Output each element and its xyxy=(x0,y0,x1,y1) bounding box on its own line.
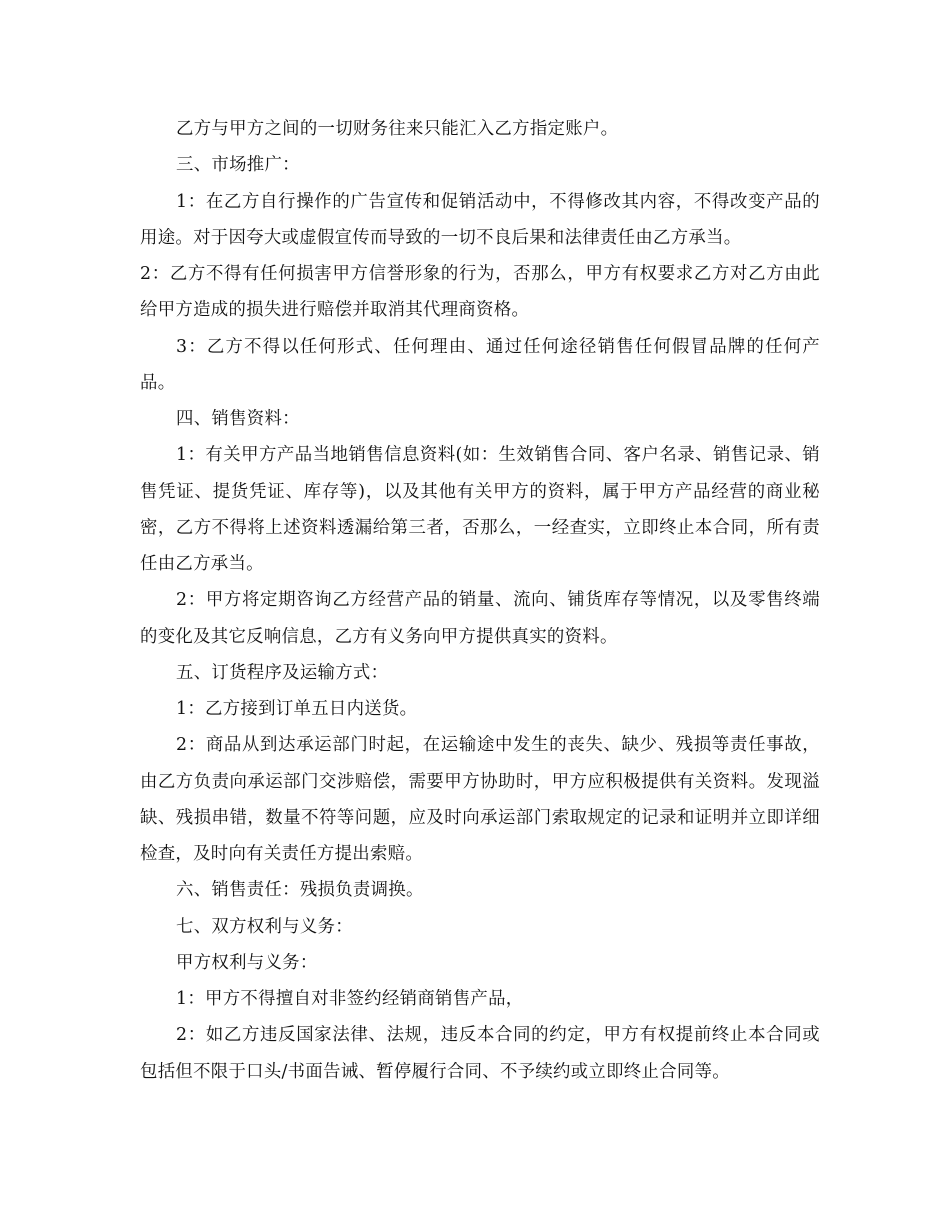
section-heading-sales-materials: 四、销售资料： xyxy=(176,409,300,429)
paragraph-sales-2: 2：甲方将定期咨询乙方经营产品的销量、流向、铺货库存等情况，以及零售终端的变化及其它反响信息，乙方有义务向甲方提供真实的资料。 xyxy=(140,590,820,647)
paragraph-party-a-2: 2：如乙方违反国家法律、法规，违反本合同的约定，甲方有权提前终止本合同或包括但不限于口头/书面告诫、暂停履行合同、不予续约或立即终止合同等。 xyxy=(140,1025,820,1082)
paragraph-market-3: 3：乙方不得以任何形式、任何理由、通过任何途径销售任何假冒品牌的任何产品。 xyxy=(140,336,820,393)
paragraph-account-clause: 乙方与甲方之间的一切财务往来只能汇入乙方指定账户。 xyxy=(176,119,619,139)
section-heading-market-promotion: 三、市场推广： xyxy=(176,155,300,176)
section-heading-rights-obligations: 七、双方权利与义务： xyxy=(176,916,353,937)
subheading-party-a-rights: 甲方权利与义务： xyxy=(176,952,318,973)
section-heading-sales-responsibility: 六、销售责任：残损负责调换。 xyxy=(176,880,424,901)
paragraph-market-2: 2：乙方不得有任何损害甲方信誉形象的行为，否那么，甲方有权要求乙方对乙方由此给甲方造成的损失进行赔偿并取消其代理商资格。 xyxy=(140,264,820,321)
section-heading-ordering-transport: 五、订货程序及运输方式： xyxy=(176,662,389,683)
paragraph-market-1: 1：在乙方自行操作的广告宣传和促销活动中，不得修改其内容，不得改变产品的用途。对于因夸大或虚假宣传而导致的一切不良后果和法律责任由乙方承当。 xyxy=(140,191,820,248)
paragraph-party-a-1: 1：甲方不得擅自对非签约经销商销售产品， xyxy=(176,989,524,1009)
document-body xyxy=(140,111,820,1090)
paragraph-sales-1: 1：有关甲方产品当地销售信息资料(如：生效销售合同、客户名录、销售记录、销售凭证、提货凭证、库存等)，以及其他有关甲方的资料，属于甲方产品经营的商业秘密，乙方不得将上述资料透漏给第三者，否那么，一经查实，立即终止本合同，所有责任由乙方承当。 xyxy=(140,445,820,574)
paragraph-order-1: 1：乙方接到订单五日内送货。 xyxy=(176,699,418,719)
paragraph-order-2: 2：商品从到达承运部门时起，在运输途中发生的丧失、缺少、残损等责任事故，由乙方负责向承运部门交涉赔偿，需要甲方协助时，甲方应积极提供有关资料。发现溢缺、残损串错，数量不符等问题，应及时向承运部门索取规定的记录和证明并立即详细检查，及时向有关责任方提出索赔。 xyxy=(140,735,820,864)
